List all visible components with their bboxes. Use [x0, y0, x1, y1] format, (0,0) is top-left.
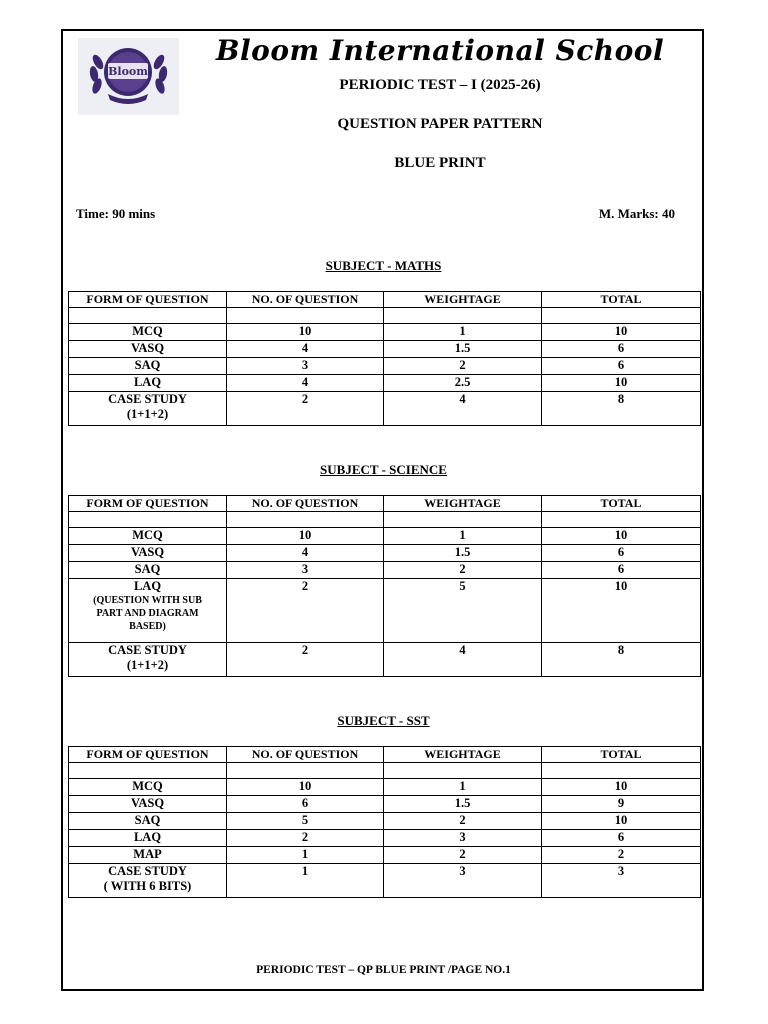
science-table [68, 495, 701, 677]
total-cell: 9 [542, 796, 701, 813]
weight-cell: 4 [384, 392, 542, 426]
total-cell: 2 [542, 847, 701, 864]
case-study-label: CASE STUDY [108, 864, 187, 878]
form-cell: MCQ [69, 528, 227, 545]
column-header: WEIGHTAGE [384, 747, 542, 763]
form-cell: LAQ [69, 375, 227, 392]
total-cell: 10 [542, 779, 701, 796]
column-header: WEIGHTAGE [384, 292, 542, 308]
column-header: NO. OF QUESTION [227, 747, 384, 763]
count-cell: 1 [227, 864, 384, 898]
column-header: FORM OF QUESTION [69, 292, 227, 308]
table-row [69, 779, 701, 796]
blueprint-title: BLUE PRINT [394, 155, 486, 171]
form-cell: MCQ [69, 324, 227, 341]
count-cell: 4 [227, 375, 384, 392]
form-cell: VASQ [69, 545, 227, 562]
max-marks-label: M. Marks: 40 [598, 206, 675, 221]
column-header: FORM OF QUESTION [69, 747, 227, 763]
count-cell: 2 [227, 579, 384, 643]
time-label: Time: 90 mins [76, 206, 156, 221]
science-subject-title: SUBJECT - SCIENCE [320, 462, 447, 477]
weight-cell: 1 [384, 779, 542, 796]
weight-cell: 1 [384, 528, 542, 545]
case-study-sub: ( WITH 6 BITS) [103, 879, 192, 893]
weight-cell: 2 [384, 562, 542, 579]
table-row [69, 528, 701, 545]
weight-cell: 2 [384, 813, 542, 830]
count-cell: 10 [227, 528, 384, 545]
table-row [69, 830, 701, 847]
test-title: PERIODIC TEST – I (2025-26) [339, 77, 541, 93]
weight-cell: 5 [384, 579, 542, 643]
count-cell: 5 [227, 813, 384, 830]
form-cell [69, 579, 227, 643]
count-cell: 2 [227, 830, 384, 847]
table-header-row [69, 292, 701, 308]
column-header: NO. OF QUESTION [227, 292, 384, 308]
empty-row [69, 308, 701, 324]
table-row [69, 341, 701, 358]
weight-cell: 3 [384, 864, 542, 898]
table-row [69, 813, 701, 830]
maths-table [68, 291, 701, 426]
form-cell: MCQ [69, 779, 227, 796]
form-cell: SAQ [69, 358, 227, 375]
weight-cell: 2 [384, 358, 542, 375]
table-row [69, 324, 701, 341]
total-cell: 10 [542, 813, 701, 830]
svg-text:Bloom: Bloom [108, 65, 148, 78]
table-row [69, 392, 701, 426]
laq-note: (QUESTION WITH SUB PART AND DIAGRAM BASED) [93, 595, 202, 632]
total-cell: 6 [542, 358, 701, 375]
count-cell: 4 [227, 341, 384, 358]
total-cell: 10 [542, 579, 701, 643]
column-header: TOTAL [542, 747, 701, 763]
form-cell [69, 392, 227, 426]
column-header: WEIGHTAGE [384, 496, 542, 512]
form-cell: SAQ [69, 813, 227, 830]
table-header-row [69, 747, 701, 763]
case-study-label: CASE STUDY [108, 392, 187, 406]
count-cell: 6 [227, 796, 384, 813]
form-cell [69, 864, 227, 898]
count-cell: 4 [227, 545, 384, 562]
weight-cell: 2 [384, 847, 542, 864]
form-cell: MAP [69, 847, 227, 864]
sst-subject-title: SUBJECT - SST [337, 713, 430, 728]
table-row [69, 796, 701, 813]
weight-cell: 1.5 [384, 545, 542, 562]
column-header: TOTAL [542, 292, 701, 308]
table-row [69, 579, 701, 643]
empty-row [69, 763, 701, 779]
count-cell: 2 [227, 643, 384, 677]
form-cell: SAQ [69, 562, 227, 579]
case-study-sub: (1+1+2) [126, 658, 169, 672]
weight-cell: 1.5 [384, 341, 542, 358]
total-cell: 8 [542, 392, 701, 426]
weight-cell: 3 [384, 830, 542, 847]
count-cell: 3 [227, 562, 384, 579]
empty-row [69, 512, 701, 528]
table-row [69, 864, 701, 898]
form-cell: VASQ [69, 796, 227, 813]
count-cell: 2 [227, 392, 384, 426]
column-header: TOTAL [542, 496, 701, 512]
school-logo [78, 38, 179, 115]
column-header: NO. OF QUESTION [227, 496, 384, 512]
form-cell: LAQ [69, 830, 227, 847]
table-row [69, 562, 701, 579]
weight-cell: 1.5 [384, 796, 542, 813]
weight-cell: 2.5 [384, 375, 542, 392]
total-cell: 10 [542, 324, 701, 341]
form-cell [69, 643, 227, 677]
laq-label: LAQ [133, 579, 162, 593]
count-cell: 1 [227, 847, 384, 864]
table-row [69, 643, 701, 677]
total-cell: 8 [542, 643, 701, 677]
total-cell: 10 [542, 375, 701, 392]
total-cell: 6 [542, 562, 701, 579]
case-study-label: CASE STUDY [108, 643, 187, 657]
column-header: FORM OF QUESTION [69, 496, 227, 512]
weight-cell: 4 [384, 643, 542, 677]
count-cell: 10 [227, 324, 384, 341]
maths-subject-title: SUBJECT - MATHS [325, 258, 442, 273]
table-row [69, 545, 701, 562]
table-row [69, 358, 701, 375]
total-cell: 10 [542, 528, 701, 545]
form-cell: VASQ [69, 341, 227, 358]
table-header-row [69, 496, 701, 512]
total-cell: 6 [542, 341, 701, 358]
total-cell: 6 [542, 545, 701, 562]
sst-table [68, 746, 701, 898]
table-row [69, 847, 701, 864]
count-cell: 3 [227, 358, 384, 375]
pattern-title: QUESTION PAPER PATTERN [337, 116, 543, 132]
weight-cell: 1 [384, 324, 542, 341]
table-row [69, 375, 701, 392]
total-cell: 6 [542, 830, 701, 847]
total-cell: 3 [542, 864, 701, 898]
case-study-sub: (1+1+2) [126, 407, 169, 421]
page-footer: PERIODIC TEST – QP BLUE PRINT /PAGE NO.1 [256, 964, 511, 976]
count-cell: 10 [227, 779, 384, 796]
school-name: Bloom International School [215, 34, 665, 67]
